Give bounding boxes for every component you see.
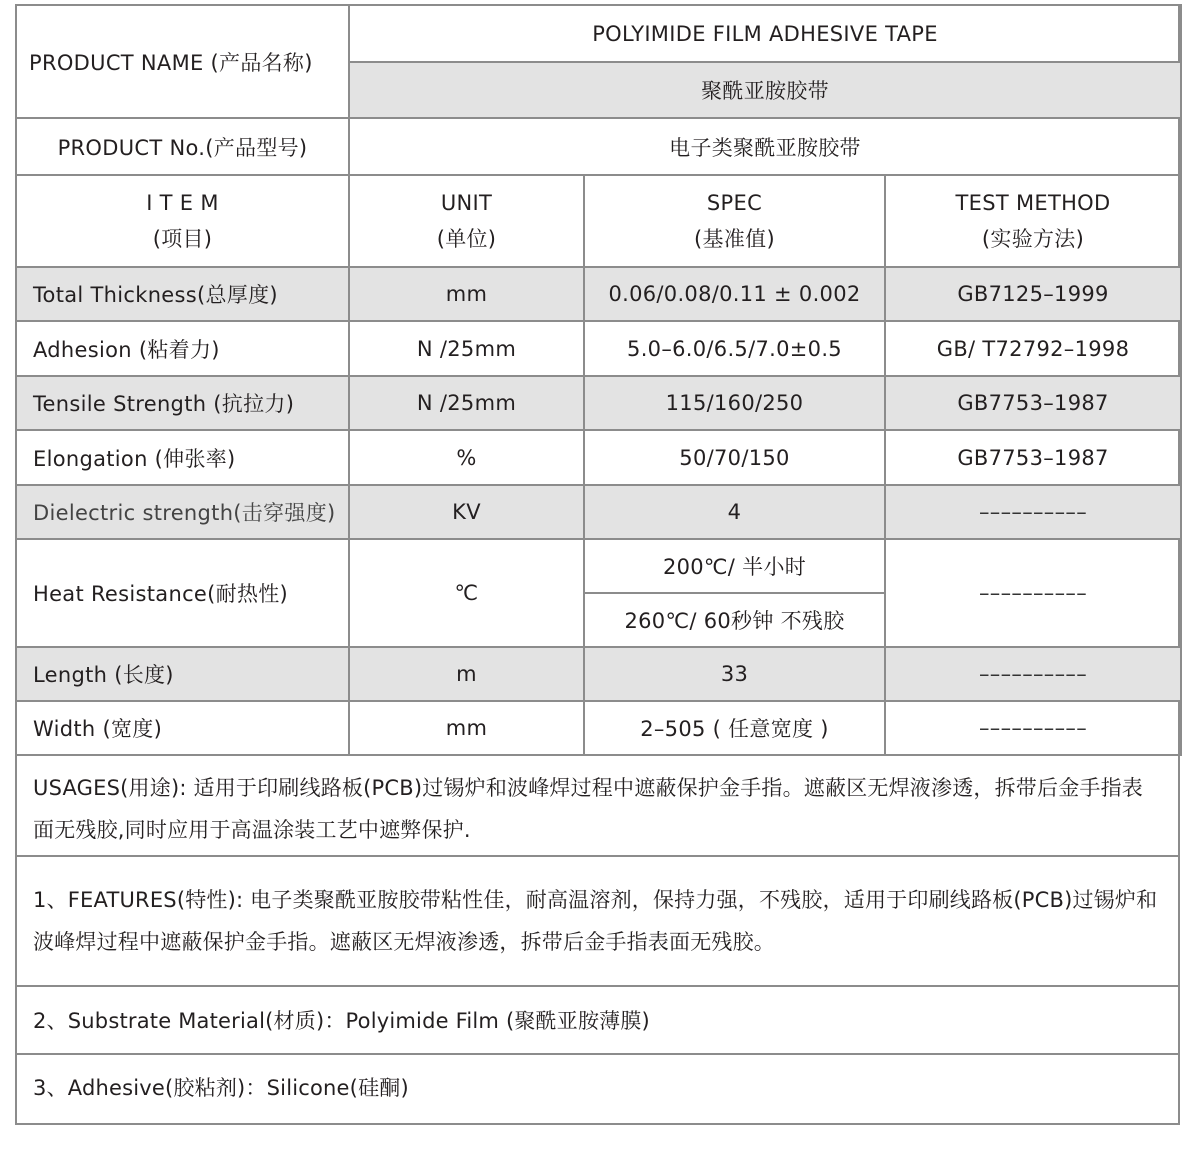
row-unit: N /25mm [349,376,584,430]
row-method: –––––––––– [885,701,1181,755]
row-item: Dielectric strength(击穿强度) [16,485,349,539]
table-row [16,267,1181,321]
header-spec-en: SPEC [706,191,763,215]
row-method: –––––––––– [885,647,1181,701]
header-item-en: I T E M [146,191,219,215]
row-spec: 50/70/150 [584,430,885,485]
row-method: GB/ T72792–1998 [885,321,1181,376]
row-unit: mm [349,701,584,755]
row-item: Total Thickness(总厚度) [16,267,349,321]
header-row [16,175,1181,267]
adhesive-note: 3、Adhesive(胶粘剂)：Silicone(硅酮) [15,1053,1180,1121]
row-item: Adhesion (粘着力) [16,321,349,376]
header-method-en: TEST METHOD [955,191,1111,215]
row-item: Heat Resistance(耐热性) [16,539,349,647]
features-note: 1、FEATURES(特性): 电子类聚酰亚胺胶带粘性佳，耐高温溶剂，保持力强，不残胶，适用于印刷线路板(PCB)过锡炉和波峰焊过程中遮蔽保护金手指。遮蔽区无焊液渗透，拆带后金手指表面无残胶。 [15,855,1180,985]
row-spec-b: 260℃/ 60秒钟 不残胶 [584,593,885,647]
row-spec-a: 200℃/ 半小时 [584,539,885,593]
product-no-label: PRODUCT No.(产品型号) [16,118,349,175]
row-item: Tensile Strength (抗拉力) [16,376,349,430]
row-unit: mm [349,267,584,321]
row-method: –––––––––– [885,485,1181,539]
substrate-note: 2、Substrate Material(材质)：Polyimide Film (聚酰亚胺薄膜) [15,985,1180,1053]
product-name-cn: 聚酰亚胺胶带 [349,62,1181,118]
table-row [16,485,1181,539]
header-item-cn: (项目) [152,227,213,251]
table-row [16,539,1181,593]
header-unit-cn: (单位) [436,227,497,251]
header-unit-en: UNIT [440,191,493,215]
row-spec: 33 [584,647,885,701]
row-item: Elongation (伸张率) [16,430,349,485]
header-method-cn: (实验方法) [981,227,1085,251]
row-method: –––––––––– [885,539,1181,647]
row-item: Length (长度) [16,647,349,701]
table-row [16,430,1181,485]
row-item: Width (宽度) [16,701,349,755]
header-spec [584,175,885,267]
row-spec: 5.0–6.0/6.5/7.0±0.5 [584,321,885,376]
table-row [16,321,1181,376]
row-unit: m [349,647,584,701]
row-spec: 4 [584,485,885,539]
product-name-label: PRODUCT NAME (产品名称) [16,5,349,118]
usages-note: USAGES(用途): 适用于印刷线路板(PCB)过锡炉和波峰焊过程中遮蔽保护金手指。遮蔽区无焊液渗透，拆带后金手指表面无残胶,同时应用于高温涂装工艺中遮弊保护. [33,776,1144,842]
header-method [885,175,1181,267]
row-spec: 2–505 ( 任意宽度 ) [584,701,885,755]
row-spec: 0.06/0.08/0.11 ± 0.002 [584,267,885,321]
row-method: GB7753–1987 [885,376,1181,430]
product-no-value: 电子类聚酰亚胺胶带 [349,118,1181,175]
table-row [16,647,1181,701]
row-unit: N /25mm [349,321,584,376]
header-item [16,175,349,267]
row-unit: KV [349,485,584,539]
header-spec-cn: (基准值) [694,227,775,251]
row-unit: ℃ [349,539,584,647]
spec-table [15,4,1182,756]
row-spec: 115/160/250 [584,376,885,430]
table-row [16,701,1181,755]
row-method: GB7125–1999 [885,267,1181,321]
table-row [16,376,1181,430]
row-unit: % [349,430,584,485]
header-unit [349,175,584,267]
product-name-en: POLYIMIDE FILM ADHESIVE TAPE [349,5,1181,62]
row-method: GB7753–1987 [885,430,1181,485]
